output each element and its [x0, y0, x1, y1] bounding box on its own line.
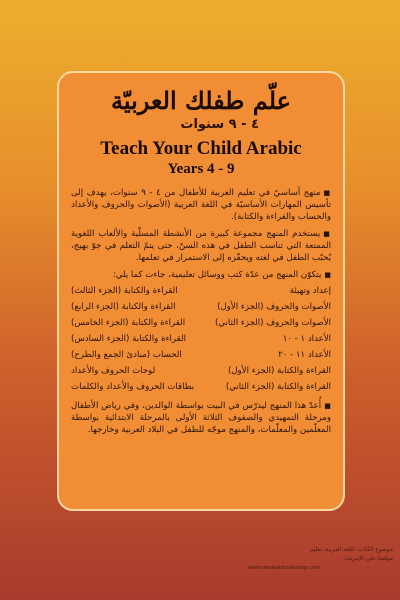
list-item: إعداد وتهيئة [289, 286, 331, 296]
square-bullet-icon: ■ [324, 271, 331, 279]
square-bullet-icon: ■ [324, 402, 332, 410]
list-item: القراءة والكتابة (الجزء الخامس) [71, 318, 186, 328]
description-paragraph-1: ■منهج أساسيّ في تعليم العربية للأطفال من ٤ - ٩ سنوات، يهدف إلى تأسيس المهارات الأساسيّة في اللغة العربية (الأصوات والحروف والأعداد والحساب والقراءة والكتابة). [71, 188, 331, 222]
list-item: القراءة والكتابة (الجزء الرابع) [71, 302, 176, 312]
description-paragraph-4: ■أُعدّ هذا المنهج ليدرّس في البيت بواسطة الوالدين، وفي رياض الأطفال ومرحلة التمهيدي والصفوف الثلاثة الأولى بالمرحلة الابتدائية بواسطة المعلّمين والمعلّمات، والمنهج موجّه للطفل في البلاد العربية وخارجها. [71, 401, 332, 435]
arabic-age-range: ٤ - ٩ سنوات [180, 117, 259, 132]
square-bullet-icon: ■ [323, 230, 331, 238]
website-url: www.obeikanbookshop.com [248, 565, 320, 571]
list-item: القراءة والكتابة (الجزء الأول) [227, 366, 331, 376]
back-cover-footer [248, 546, 393, 573]
list-item: الأعداد ١ - ١٠ [282, 334, 331, 344]
list-item: الأصوات والحروف (الجزء الأول) [217, 302, 331, 312]
list-item: الأعداد ١١ - ٢٠ [278, 350, 331, 360]
description-paragraph-3: ■يتكوّن المنهج من عدّة كتب ووسائل تعليمية، جاءت كما يلي: [112, 270, 331, 280]
arabic-title: علّم طفلك العربيّة [111, 86, 291, 115]
list-item: الأصوات والحروف (الجزء الثاني) [214, 318, 331, 328]
list-item: القراءة والكتابة (الجزء السادس) [71, 334, 186, 344]
list-item: القراءة والكتابة (الجزء الثالث) [71, 286, 178, 296]
list-item: لوحات الحروف والأعداد [71, 366, 156, 376]
description-paragraph-2: ■يستخدم المنهج مجموعة كبيرة من الأنشطة المسلّية والألعاب اللغوية الممتعة التي تناسب الطفل في هذه السنّ، حتى يتمّ التعلم في جوّ بهيج، يُحبّب الطفل في لغته ويحفّزه إلى الاستمرار في تعلمها. [71, 229, 331, 263]
curriculum-list [71, 286, 331, 393]
square-bullet-icon: ■ [323, 189, 331, 197]
english-title: Teach Your Child Arabic [100, 138, 302, 159]
book-subject: موضوع الكتاب: اللغة العربية، تعليم [309, 547, 393, 553]
list-item: القراءة والكتابة (الجزء الثاني) [225, 382, 331, 392]
cover-panel [57, 71, 345, 511]
list-item: بطاقات الحروف والأعداد والكلمات [71, 382, 195, 392]
english-age-range: Years 4 - 9 [167, 161, 235, 177]
website-label: موقعنا على الإنترنت: [343, 556, 393, 562]
list-item: الحساب (مبادئ الجمع والطرح) [71, 350, 182, 360]
